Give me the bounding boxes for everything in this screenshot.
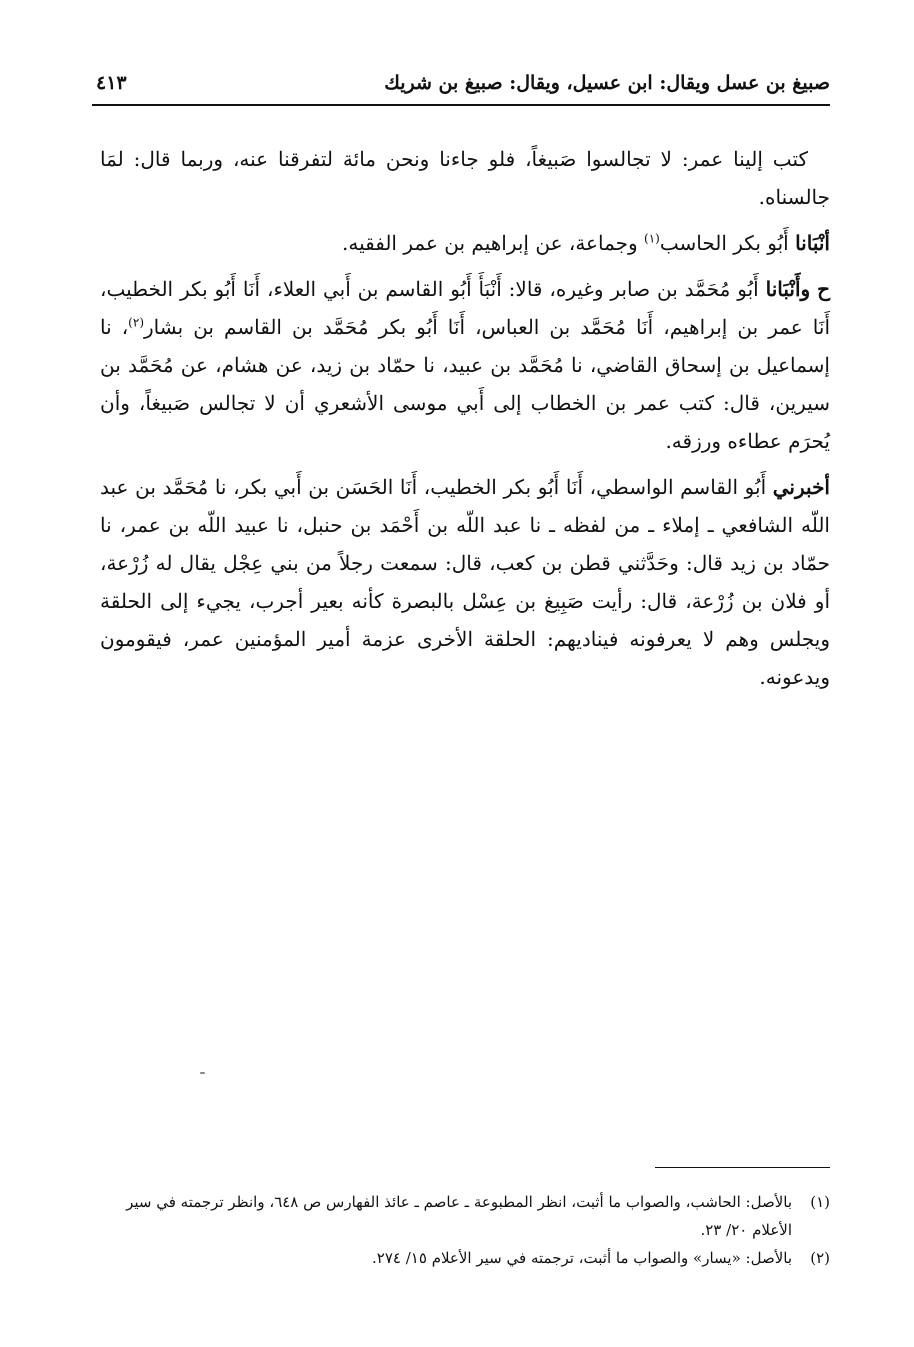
footnote-2 — [100, 1244, 830, 1272]
paragraph-2 — [100, 224, 830, 262]
paragraph-4-text: أَبُو القاسم الواسطي، أَنَا أَبُو بكر الخطيب، أَنَا الحَسَن بن أَبي بكر، نا مُحَمَّد بن عبد اللّه الشافعي ـ إملاء ـ من لفظه ـ نا عبد اللّه بن أَحْمَد بن حنبل، نا عبيد اللّه بن عمر، نا حمّاد بن زيد قال: وحَدَّثني قطن بن كعب، قال: سمعت رجلاً من بني عِجْل يقال له زُرْعة، أو فلان بن زُرْعة، قال: رأيت صَبِيغ بن عِسْل بالبصرة كأنه بعير أجرب، يجيء إلى الحلقة ويجلس وهم لا يعرفونه فيناديهم: الحلقة الأخرى عزمة أمير المؤمنين عمر، فيقومون ويدعونه. — [100, 475, 830, 689]
footnote-number: (١) — [810, 1193, 830, 1211]
paragraph-3-text-a: أَبُو مُحَمَّد بن صابر وغيره، قالا: أَنْبَأَ أَبُو القاسم بن أَبي العلاء، أَنَا أَبُو بكر الخطيب، أَنَا عمر بن إبراهيم، أَنَا مُحَمَّد بن العباس، أَنَا أَبُو بكر مُحَمَّد بن القاسم بن بشار — [100, 277, 830, 339]
isnad-keyword: وأَنْبَانا — [765, 277, 811, 301]
scan-speck — [200, 1072, 205, 1074]
footnote-ref-2: (٢) — [128, 315, 144, 330]
paragraph-1: كتب إلينا عمر: لا تجالسوا صَبيغاً، فلو جاءنا ونحن مائة لتفرقنا عنه، وربما قال: لمَا جالسناه. — [100, 147, 830, 209]
running-title: صبيغ بن عسل ويقال: ابن عسيل، ويقال: صبيغ بن شريك — [384, 72, 830, 94]
paragraph-2-text-b: وجماعة، عن إبراهيم بن عمر الفقيه. — [341, 231, 638, 255]
paragraph-3-text-b: ، نا إسماعيل بن إسحاق القاضي، نا مُحَمَّد بن عبيد، نا حمّاد بن زيد، عن هشام، عن مُحَمَّد بن سيرين، قال: كتب عمر بن الخطاب إلى أَبي موسى الأشعري أن لا تجالس صَبيغاً، وأن يُحرَم عطاءه ورزقه. — [100, 315, 830, 453]
paragraph-2-text-a: أَبُو بكر الحاسب — [659, 231, 789, 255]
page-number: ٤١٣ — [96, 72, 127, 94]
footnote-1 — [100, 1188, 830, 1244]
footnote-separator — [655, 1167, 830, 1168]
isnad-keyword: أنْبَانا — [795, 231, 830, 255]
footnote-ref-1: (١) — [644, 231, 660, 246]
running-header — [92, 70, 830, 106]
isnad-keyword: أخبرني — [772, 475, 830, 499]
footnotes — [100, 1188, 830, 1272]
tahwil-mark: ح — [817, 277, 831, 301]
footnote-text: بالأصل: «يسار» والصواب ما أثبت، ترجمته في سير الأعلام ١٥/ ٢٧٤. — [372, 1249, 792, 1267]
paragraph-4 — [100, 468, 830, 696]
paragraph-3 — [100, 270, 830, 460]
footnote-text: بالأصل: الحاشب، والصواب ما أثبت، انظر المطبوعة ـ عاصم ـ عائذ الفهارس ص ٦٤٨، وانظر ترجمته في سير الأعلام ٢٠/ ٢٣. — [126, 1193, 792, 1239]
main-text — [100, 140, 830, 704]
footnote-number: (٢) — [810, 1249, 830, 1267]
